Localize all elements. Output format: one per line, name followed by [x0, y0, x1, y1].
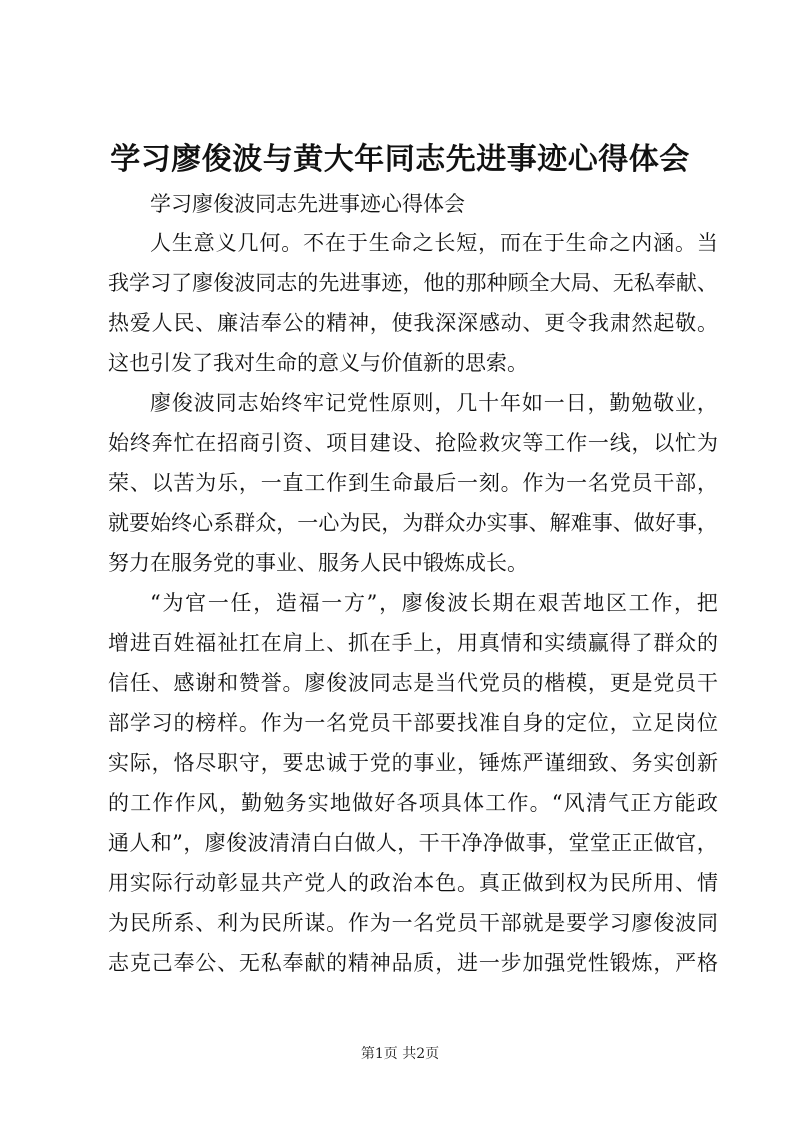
body-line: 热 爱 人 民 、 廉 洁 奉 公 的 精 神 ， 使 我 深 深 感 动 、 更 令 我 肃 然 起 敬 。 [108, 311, 718, 335]
body-line: 荣 、 以 苦 为 乐 ， 一 直 工 作 到 生 命 最 后 一 刻 。 作 为 一 名 党 员 干 部 ， [108, 471, 718, 495]
body-line: 人 生 意 义 几 何 。 不 在 于 生 命 之 长 短 ， 而 在 于 生 命 之 内 涵 。 当 [150, 231, 718, 255]
body-line: 努力在服务党的事业、服务人民中锻炼成长。 [108, 551, 528, 575]
body-line: 就 要 始 终 心 系 群 众 ， 一 心 为 民 ， 为 群 众 办 实 事 、 解 难 事 、 做 好 事 ， [108, 511, 718, 535]
body-line: 实 际 ， 恪 尽 职 守 ， 要 忠 诚 于 党 的 事 业 ， 锤 炼 严 谨 细 致 、 务 实 创 新 [108, 751, 718, 775]
body-line: 为 民 所 系 、 利 为 民 所 谋 。 作 为 一 名 党 员 干 部 就 是 要 学 习 廖 俊 波 同 [108, 911, 718, 935]
body-line: 的 工 作 作 风 ， 勤 勉 务 实 地 做 好 各 项 具 体 工 作 。 “ 风 清 气 正 方 能 政 [108, 791, 718, 815]
page-footer: 第1页 共2页 [360, 1046, 440, 1062]
body-line: 志 克 己 奉 公 、 无 私 奉 献 的 精 神 品 质 ， 进 一 步 加 强 党 性 锻 炼 ， 严 格 [108, 951, 718, 975]
body-line: 这也引发了我对生命的意义与价值新的思索。 [108, 351, 528, 375]
document-body [108, 223, 718, 983]
body-line: 增 进 百 姓 福 祉 扛 在 肩 上 、 抓 在 手 上 ， 用 真 情 和 实 绩 赢 得 了 群 众 的 [108, 631, 718, 655]
body-line: “ 为 官 一 任 ， 造 福 一 方 ” ， 廖 俊 波 长 期 在 艰 苦 地 区 工 作 ， 把 [150, 591, 718, 615]
body-line: 廖 俊 波 同 志 始 终 牢 记 党 性 原 则 ， 几 十 年 如 一 日 ， 勤 勉 敬 业 ， [150, 391, 718, 415]
body-line: 我 学 习 了 廖 俊 波 同 志 的 先 进 事 迹 ， 他 的 那 种 顾 全 大 局 、 无 私 奉 献 、 [108, 271, 718, 295]
body-line: 始 终 奔 忙 在 招 商 引 资 、 项 目 建 设 、 抢 险 救 灾 等 工 作 一 线 ， 以 忙 为 [108, 431, 718, 455]
body-line: 部 学 习 的 榜 样 。 作 为 一 名 党 员 干 部 要 找 准 自 身 的 定 位 ， 立 足 岗 位 [108, 711, 718, 735]
body-line: 通 人 和 ” ， 廖 俊 波 清 清 白 白 做 人 ， 干 干 净 净 做 事 ， 堂 堂 正 正 做 官 ， [108, 831, 718, 855]
body-line: 用 实 际 行 动 彰 显 共 产 党 人 的 政 治 本 色 。 真 正 做 到 权 为 民 所 用 、 情 [108, 871, 718, 895]
document-subtitle: 学习廖俊波同志先进事迹心得体会 [150, 192, 465, 216]
document-title: 学习廖俊波与黄大年同志先进事迹心得体会 [110, 142, 690, 177]
body-line: 信 任 、 感 谢 和 赞 誉 。 廖 俊 波 同 志 是 当 代 党 员 的 楷 模 ， 更 是 党 员 干 [108, 671, 718, 695]
